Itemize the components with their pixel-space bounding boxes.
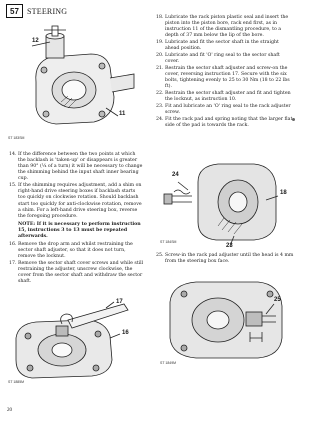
- figure-ref: ST 1885M: [8, 380, 25, 384]
- step-15: 15. If the shimming requires adjustment, add a shim on right-hand drive steering boxes if backlash starts too quickly on clockwise rotation. Should backlash start too quickly for anti-clockwise rotation, remove a shim. For a left-hand drive steering box, reverse the foregoing procedure.: [9, 183, 142, 219]
- step-25: 25. Screw-in the rack pad adjuster until the head is 4 mm from the steering box face.: [156, 253, 294, 265]
- step-24: 24. Fit the rack pad and spring noting that the larger flat side of the pad is towards the rack.: [156, 117, 293, 129]
- figure-sector-shaft-wrench: [6, 298, 142, 386]
- page-number: 20: [7, 408, 12, 413]
- step-18: 18. Lubricate the rack piston plastic seal and insert the piston into the piston bore, rack end first, as in instruction 11 of the dismantling procedure, to a depth of 37 mm below the lip of the bore.: [156, 15, 289, 39]
- margin-mark: [292, 118, 295, 121]
- page-header: [6, 4, 67, 18]
- figure-steering-box-top: [6, 22, 142, 144]
- step-22: 22. Restrain the sector shaft adjuster and fit and tighten the locknut, as instruction 10.: [156, 91, 291, 103]
- right-steps-block: [156, 15, 294, 130]
- callout-12: 12: [32, 38, 39, 44]
- step-21: 21. Restrain the sector shaft adjuster and screw-on the cover, reversing instruction 17. Secure with the six bolts, tightening evenly to 25 to 30 Nm (18 to 22 lbs ft).: [156, 66, 290, 90]
- step-23: 23. Fit and lubricate an 'O' ring seal to the rack adjuster screw.: [156, 104, 291, 116]
- step-17: 17. Remove the sector shaft cover screws and while still restraining the adjuster, unscrew clockwise, the cover from the sector shaft and withdraw the sector shaft.: [9, 261, 144, 285]
- figure-ref: ST 183SM: [8, 136, 25, 140]
- callout-18: 18: [280, 190, 287, 196]
- callout-24: 24: [172, 172, 179, 178]
- figure-ref: ST 1849M: [160, 361, 177, 365]
- callout-17: 17: [116, 299, 123, 305]
- figure-rack-pad: [158, 152, 294, 250]
- step-19: 19. Lubricate and fit the sector shaft in the straight ahead position.: [156, 40, 279, 52]
- callout-16: 16: [122, 330, 129, 336]
- callout-11: 11: [119, 111, 126, 117]
- right-steps-block-2: [156, 253, 294, 266]
- step-20: 20. Lubricate and fit 'O' ring seal to the sector shaft cover.: [156, 53, 280, 65]
- callout-23: 23: [226, 243, 233, 249]
- callout-25: 25: [274, 297, 281, 303]
- step-14: 14. If the difference between the two points at which the backlash is 'taken-up' or disappears is greater than 90° (¼ of a turn) it will be necessary to change the shimming behind the input shaft inner bearing cup.: [9, 152, 143, 182]
- section-number-box: 57: [6, 4, 23, 18]
- figure-ref: ST 184SM: [160, 240, 177, 244]
- figure-rack-pad-adjuster: [158, 272, 294, 368]
- section-title: STEERING: [27, 6, 68, 16]
- note: NOTE: If it is necessary to perform instruction 15, instructions 3 to 13 must be repeated afterwards.: [18, 221, 141, 240]
- step-16: 16. Remove the drop arm and whilst restraining the sector shaft adjuster, so that it does not turn, remove the locknut.: [9, 242, 133, 260]
- left-steps-block: [9, 152, 144, 286]
